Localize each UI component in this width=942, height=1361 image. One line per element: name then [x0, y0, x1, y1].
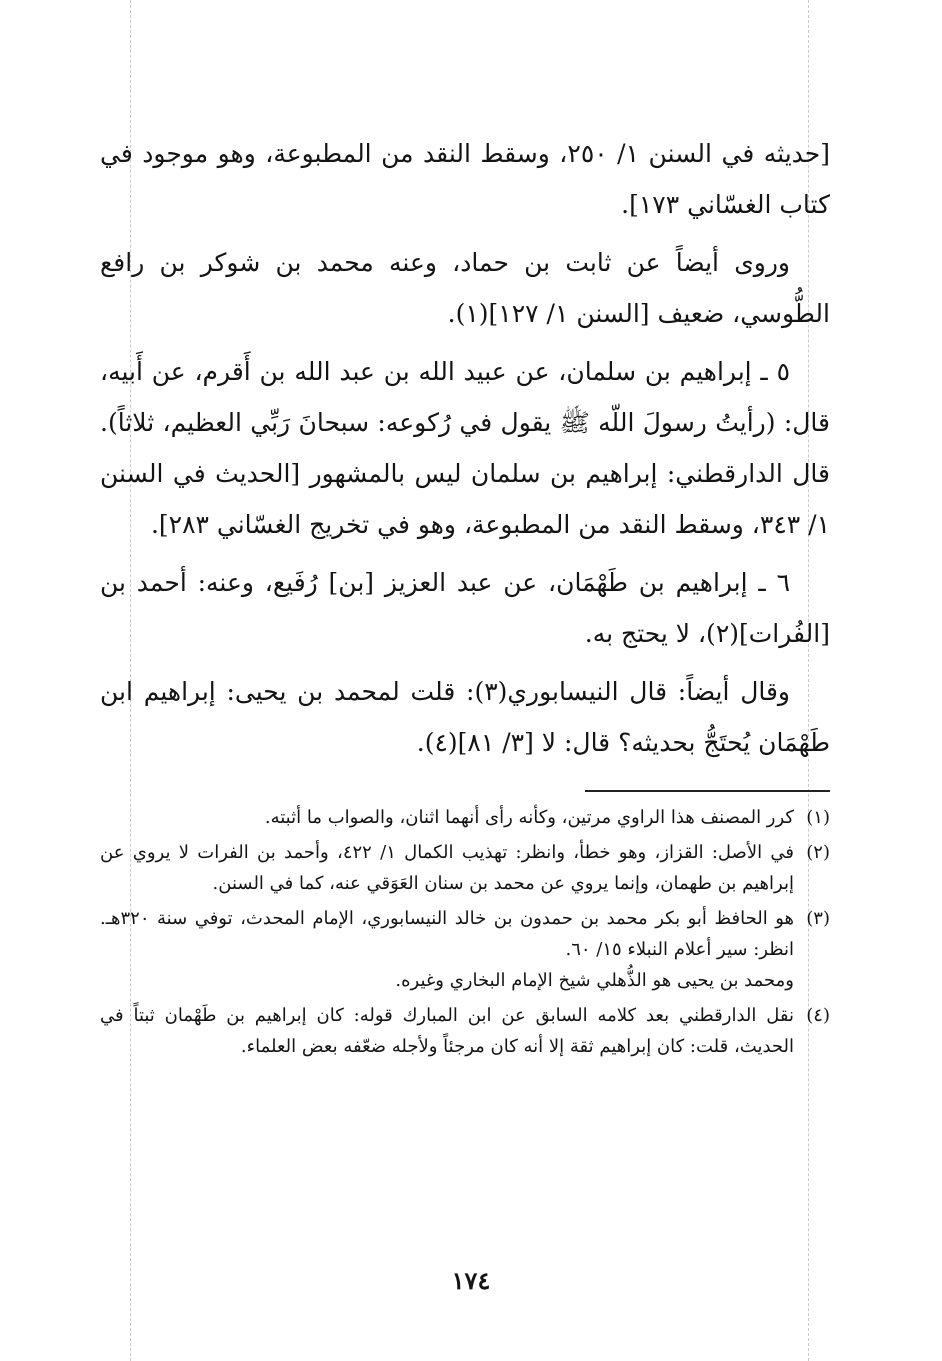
- footnote-3: [100, 903, 830, 996]
- footnote-text: نقل الدارقطني بعد كلامه السابق عن ابن المبارك قوله: كان إبراهيم بن طَهْمان ثبتاً في الحديث، قلت: كان إبراهيم ثقة إلا أنه كان مرجئاً ولأجله ضعّفه بعض العلماء.: [100, 1005, 794, 1057]
- main-text: [100, 128, 830, 768]
- footnote-4: [100, 1000, 830, 1062]
- footnote-text: هو الحافظ أبو بكر محمد بن حمدون بن خالد النيسابوري، الإمام المحدث، توفي سنة ٣٢٠هـ. انظر: سير أعلام النبلاء ١٥/ ٦٠.: [100, 908, 794, 960]
- page-content: [100, 128, 830, 1066]
- footnote-1: [100, 802, 830, 833]
- footnote-2: [100, 837, 830, 899]
- paragraph-3: ٥ ـ إبراهيم بن سلمان، عن عبيد الله بن عبد الله بن أَقرم، عن أَبيه، قال: (رأيتُ رسولَ اللّه ﷺ يقول في رُكوعه: سبحانَ رَبِّي العظيم، ثلاثاً). قال الدارقطني: إبراهيم بن سلمان ليس بالمشهور [الحديث في السنن ١/ ٣٤٣، وسقط النقد من المطبوعة، وهو في تخريج الغسّاني ٢٨٣].: [100, 357, 830, 539]
- paragraph-1: [حديثه في السنن ١/ ٢٥٠، وسقط النقد من المطبوعة، وهو موجود في كتاب الغسّاني ١٧٣].: [100, 139, 830, 219]
- footnote-number: (٣): [806, 908, 830, 929]
- page-number: ١٧٤: [451, 1266, 491, 1295]
- footnotes: [100, 802, 830, 1062]
- footnote-text: كرر المصنف هذا الراوي مرتين، وكأنه رأى أنهما اثنان، والصواب ما أثبته.: [264, 807, 794, 828]
- footnote-text: ومحمد بن يحيى هو الذُّهلي شيخ الإمام البخاري وغيره.: [395, 970, 794, 991]
- paragraph-5: وقال أيضاً: قال النيسابوري(٣): قلت لمحمد بن يحيى: إبراهيم ابن طَهْمَان يُحتَجُّ بحديثه؟ قال: لا [٣/ ٨١](٤).: [100, 677, 830, 757]
- footnote-separator: [585, 790, 830, 792]
- footnote-number: (١): [806, 807, 830, 828]
- paragraph-4: ٦ ـ إبراهيم بن طَهْمَان، عن عبد العزيز [بن] رُفَيع، وعنه: أحمد بن [الفُرات](٢)، لا يحتج به.: [100, 568, 830, 648]
- paragraph-2: وروى أيضاً عن ثابت بن حماد، وعنه محمد بن شوكر بن رافع الطُّوسي، ضعيف [السنن ١/ ١٢٧](١).: [100, 248, 830, 328]
- footnote-number: (٢): [806, 842, 830, 863]
- footnote-number: (٤): [806, 1005, 830, 1026]
- footnote-text: في الأصل: القزاز، وهو خطأ، وانظر: تهذيب الكمال ١/ ٤٢٢، وأحمد بن الفرات لا يروي عن إبراهيم بن طهمان، وإنما يروي عن محمد بن سنان العَوَقي عنه، كما في السنن.: [100, 842, 794, 894]
